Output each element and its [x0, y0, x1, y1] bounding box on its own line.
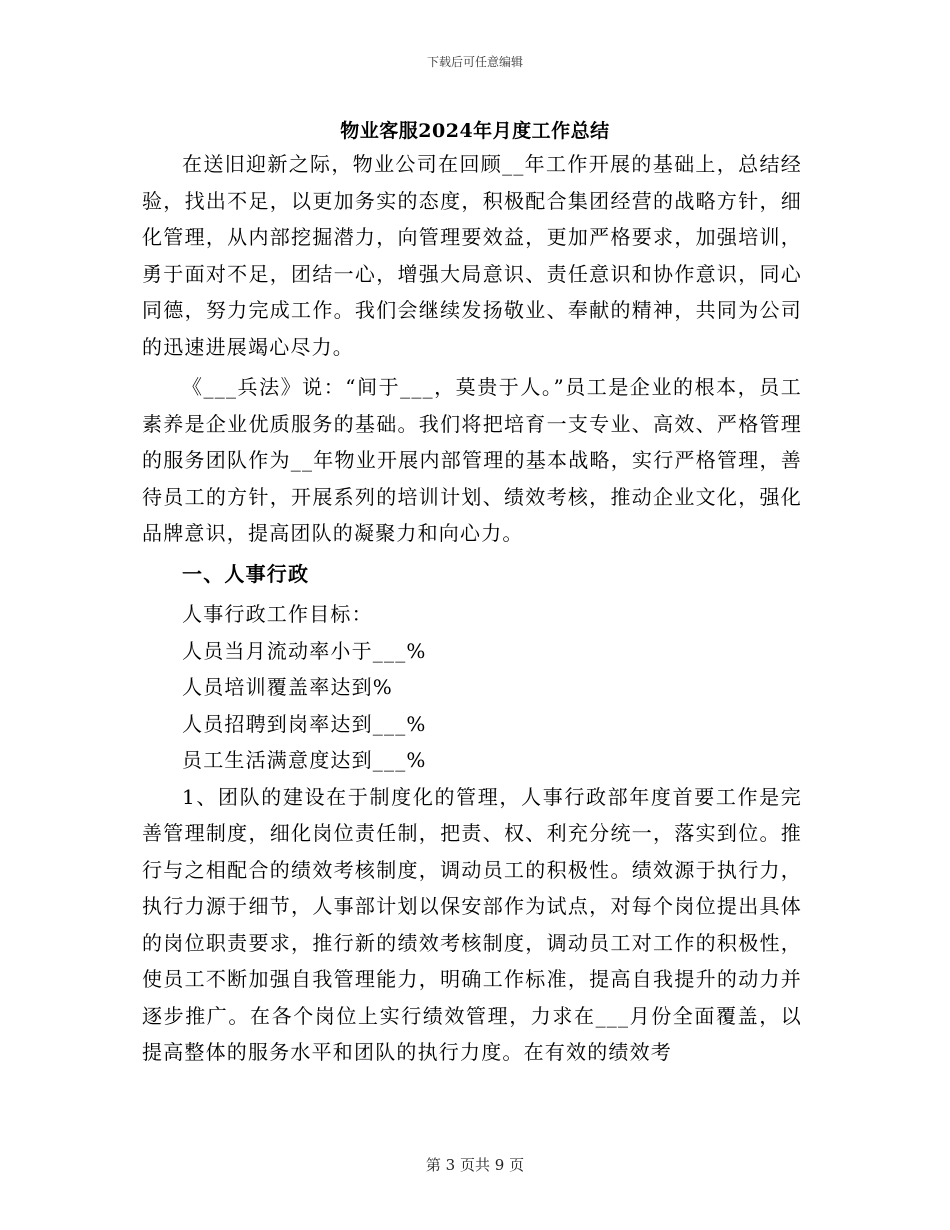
goal-item: 人员当月流动率小于___%	[182, 638, 427, 663]
goals-label: 人事行政工作目标：	[182, 602, 373, 626]
document-title: 物业客服2024年月度工作总结	[340, 120, 610, 142]
header-note: 下载后可任意编辑	[426, 55, 523, 69]
paragraph-art-of-war: 《___兵法》说：“间于___，莫贵于人。”员工是企业的根本，员工素养是企业优质服务的基础。我们将把培育一支专业、高效、严格管理的服务团队作为__年物业开展内部管理的基本战略，实行严格管理，善待员工的方针，开展系列的培训计划、绩效考核，推动企业文化，强化品牌意识，提高团队的凝聚力和向心力。	[142, 375, 802, 545]
page-footer: 第 3 页共 9 页	[425, 1156, 525, 1174]
document-body	[142, 146, 802, 1071]
paragraph-point-1: 1、团队的建设在于制度化的管理，人事行政部年度首要工作是完善管理制度，细化岗位责任制，把责、权、利充分统一，落实到位。推行与之相配合的绩效考核制度，调动员工的积极性。绩效源于执行力，执行力源于细节，人事部计划以保安部作为试点，对每个岗位提出具体的岗位职责要求，推行新的绩效考核制度，调动员工对工作的积极性，使员工不断加强自我管理能力，明确工作标准，提高自我提升的动力并逐步推广。在各个岗位上实行绩效管理，力求在___月份全面覆盖，以提高整体的服务水平和团队的执行力度。在有效的绩效考	[142, 784, 802, 1064]
section-heading: 一、人事行政	[182, 561, 310, 586]
goal-item: 人员招聘到岗率达到___%	[182, 711, 427, 736]
paragraph-intro: 在送旧迎新之际，物业公司在回顾__年工作开展的基础上，总结经验，找出不足，以更加务实的态度，积极配合集团经营的战略方针，细化管理，从内部挖掘潜力，向管理要效益，更加严格要求，加强培训，勇于面对不足，团结一心，增强大局意识、责任意识和协作意识，同心同德，努力完成工作。我们会继续发扬敬业、奉献的精神，共同为公司的迅速进展竭心尽力。	[142, 152, 802, 359]
goal-item: 员工生活满意度达到___%	[182, 748, 427, 772]
goal-item: 人员培训覆盖率达到%	[182, 675, 394, 699]
